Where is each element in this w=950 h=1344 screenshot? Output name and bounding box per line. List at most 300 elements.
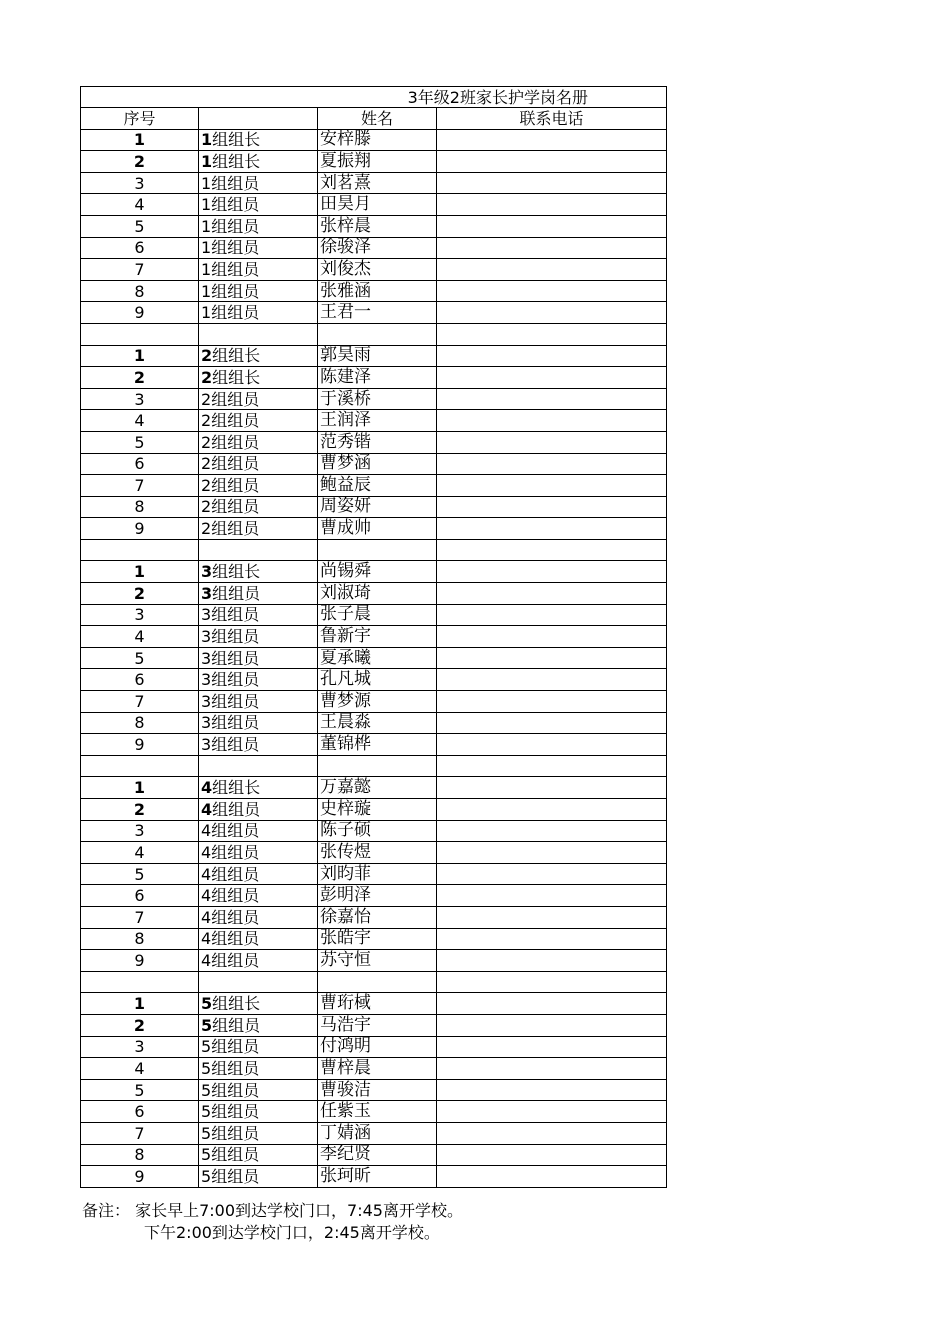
group-number: 5: [201, 1015, 213, 1035]
cell-phone: [437, 928, 667, 950]
role-text: 组组长: [212, 130, 261, 150]
cell-phone: [437, 172, 667, 194]
spacer-cell: [318, 971, 437, 993]
cell-phone: [437, 626, 667, 648]
cell-no: 3: [81, 172, 199, 194]
table-row: [81, 280, 667, 302]
cell-phone: [437, 820, 667, 842]
cell-no: 8: [81, 280, 199, 302]
group-number: 4: [201, 907, 212, 927]
cell-role: [199, 842, 318, 864]
cell-phone: [437, 604, 667, 626]
cell-role: [199, 172, 318, 194]
spacer-cell: [199, 971, 318, 993]
group-number: 3: [201, 583, 213, 603]
cell-phone: [437, 302, 667, 324]
cell-phone: [437, 799, 667, 821]
role-text: 组组员: [211, 864, 260, 884]
group-number: 4: [201, 886, 212, 906]
cell-phone: [437, 647, 667, 669]
cell-role: [199, 1122, 318, 1144]
cell-name: 张皓宇: [318, 928, 437, 950]
cell-name: 徐嘉怡: [318, 906, 437, 928]
table-row: [81, 496, 667, 518]
cell-phone: [437, 237, 667, 259]
cell-name: 刘茗熹: [318, 172, 437, 194]
role-text: 组组员: [211, 735, 260, 755]
cell-role: [199, 1058, 318, 1080]
cell-name: 付鸿明: [318, 1036, 437, 1058]
table-row: [81, 950, 667, 972]
cell-name: 任紫玉: [318, 1101, 437, 1123]
cell-no: 6: [81, 237, 199, 259]
table-row: [81, 518, 667, 540]
cell-role: [199, 431, 318, 453]
cell-phone: [437, 496, 667, 518]
group-number: 2: [201, 454, 212, 474]
group-number: 2: [201, 367, 213, 387]
cell-role: [199, 367, 318, 389]
role-text: 组组员: [211, 886, 260, 906]
role-text: 组组员: [211, 389, 260, 409]
cell-name: 王润泽: [318, 410, 437, 432]
cell-name: 王晨淼: [318, 712, 437, 734]
table-row: [81, 1036, 667, 1058]
cell-no: 4: [81, 410, 199, 432]
group-number: 3: [201, 691, 212, 711]
spacer-cell: [437, 539, 667, 561]
cell-phone: [437, 863, 667, 885]
group-number: 3: [201, 713, 212, 733]
table-row: [81, 799, 667, 821]
cell-no: 4: [81, 194, 199, 216]
table-row: [81, 1101, 667, 1123]
cell-no: 2: [81, 799, 199, 821]
role-text: 组组员: [211, 627, 260, 647]
cell-role: [199, 237, 318, 259]
role-text: 组组员: [211, 195, 260, 215]
cell-no: 5: [81, 647, 199, 669]
cell-phone: [437, 1144, 667, 1166]
group-number: 2: [201, 346, 213, 366]
group-number: 4: [201, 778, 213, 798]
cell-no: 7: [81, 475, 199, 497]
cell-phone: [437, 906, 667, 928]
cell-phone: [437, 215, 667, 237]
cell-role: [199, 129, 318, 151]
cell-role: [199, 583, 318, 605]
table-row: [81, 237, 667, 259]
table-row: [81, 1144, 667, 1166]
cell-role: [199, 453, 318, 475]
cell-phone: [437, 388, 667, 410]
group-number: 4: [201, 842, 212, 862]
cell-no: 4: [81, 1058, 199, 1080]
group-number: 2: [201, 389, 212, 409]
cell-no: 7: [81, 906, 199, 928]
role-text: 组组员: [211, 519, 260, 539]
notes-line-1: [82, 1200, 463, 1222]
header-name: 姓名: [318, 108, 437, 130]
table-row: [81, 410, 667, 432]
cell-phone: [437, 993, 667, 1015]
cell-role: [199, 194, 318, 216]
table-row: [81, 604, 667, 626]
cell-phone: [437, 950, 667, 972]
cell-phone: [437, 453, 667, 475]
spacer-cell: [437, 971, 667, 993]
role-text: 组组员: [211, 1145, 260, 1165]
cell-no: 3: [81, 1036, 199, 1058]
cell-phone: [437, 1079, 667, 1101]
role-text: 组组员: [211, 216, 260, 236]
table-row: [81, 1166, 667, 1188]
cell-phone: [437, 259, 667, 281]
cell-phone: [437, 777, 667, 799]
cell-name: 曹梦源: [318, 691, 437, 713]
cell-no: 5: [81, 1079, 199, 1101]
table-row: [81, 431, 667, 453]
table-row: [81, 345, 667, 367]
cell-phone: [437, 367, 667, 389]
cell-phone: [437, 583, 667, 605]
group-number: 5: [201, 1166, 212, 1186]
cell-no: 5: [81, 215, 199, 237]
table-row: [81, 712, 667, 734]
role-text: 组组员: [211, 691, 260, 711]
cell-no: 1: [81, 777, 199, 799]
role-text: 组组员: [211, 929, 260, 949]
role-text: 组组长: [212, 994, 261, 1014]
table-row: [81, 1122, 667, 1144]
table-row: [81, 906, 667, 928]
table-row: [81, 842, 667, 864]
page-title: 3年级2班家长护学岗名册: [81, 87, 667, 108]
cell-name: 鲁新宇: [318, 626, 437, 648]
group-number: 5: [201, 1080, 212, 1100]
cell-role: [199, 820, 318, 842]
spacer-row: [81, 323, 667, 345]
cell-role: [199, 993, 318, 1015]
role-text: 组组员: [211, 1166, 260, 1186]
cell-no: 9: [81, 302, 199, 324]
group-number: 1: [201, 195, 212, 215]
table-row: [81, 194, 667, 216]
cell-name: 刘淑琦: [318, 583, 437, 605]
cell-no: 6: [81, 885, 199, 907]
spacer-cell: [81, 971, 199, 993]
group-number: 3: [201, 562, 213, 582]
cell-name: 安梓滕: [318, 129, 437, 151]
cell-role: [199, 302, 318, 324]
group-number: 4: [201, 821, 212, 841]
cell-phone: [437, 712, 667, 734]
role-text: 组组员: [211, 432, 260, 452]
table-row: [81, 259, 667, 281]
cell-role: [199, 626, 318, 648]
cell-no: 8: [81, 496, 199, 518]
cell-phone: [437, 151, 667, 173]
cell-role: [199, 410, 318, 432]
role-text: 组组长: [212, 346, 261, 366]
cell-name: 田昊月: [318, 194, 437, 216]
cell-name: 陈建泽: [318, 367, 437, 389]
cell-role: [199, 151, 318, 173]
notes-line-2: 下午2:00到达学校门口，2:45离开学校。: [144, 1223, 440, 1242]
cell-role: [199, 1166, 318, 1188]
group-number: 1: [201, 130, 213, 150]
role-text: 组组员: [211, 475, 260, 495]
cell-phone: [437, 669, 667, 691]
role-text: 组组员: [211, 281, 260, 301]
table-row: [81, 993, 667, 1015]
table-row: [81, 863, 667, 885]
cell-phone: [437, 734, 667, 756]
cell-no: 6: [81, 1101, 199, 1123]
cell-name: 董锦桦: [318, 734, 437, 756]
cell-name: 马浩宇: [318, 1014, 437, 1036]
table-row: [81, 885, 667, 907]
group-number: 5: [201, 1058, 212, 1078]
role-text: 组组员: [211, 821, 260, 841]
cell-role: [199, 669, 318, 691]
cell-no: 5: [81, 431, 199, 453]
cell-no: 8: [81, 1144, 199, 1166]
role-text: 组组员: [211, 303, 260, 323]
cell-role: [199, 777, 318, 799]
cell-role: [199, 280, 318, 302]
cell-name: 彭明泽: [318, 885, 437, 907]
cell-no: 4: [81, 842, 199, 864]
group-number: 2: [201, 497, 212, 517]
cell-role: [199, 734, 318, 756]
role-text: 组组员: [211, 950, 260, 970]
spacer-cell: [318, 323, 437, 345]
group-number: 3: [201, 605, 212, 625]
cell-name: 曹成帅: [318, 518, 437, 540]
cell-no: 6: [81, 453, 199, 475]
group-number: 3: [201, 627, 212, 647]
table-row: [81, 647, 667, 669]
role-text: 组组员: [211, 454, 260, 474]
group-number: 1: [201, 238, 212, 258]
spacer-row: [81, 539, 667, 561]
role-text: 组组员: [211, 259, 260, 279]
cell-phone: [437, 129, 667, 151]
cell-role: [199, 388, 318, 410]
table-row: [81, 215, 667, 237]
group-number: 3: [201, 648, 212, 668]
roster-table: [80, 86, 667, 1188]
cell-no: 9: [81, 1166, 199, 1188]
cell-role: [199, 1144, 318, 1166]
cell-role: [199, 496, 318, 518]
group-number: 5: [201, 994, 213, 1014]
cell-name: 张传煜: [318, 842, 437, 864]
group-number: 3: [201, 735, 212, 755]
spacer-cell: [81, 755, 199, 777]
table-row: [81, 1014, 667, 1036]
notes-label: 备注：: [82, 1201, 131, 1220]
spacer-row: [81, 755, 667, 777]
group-number: 1: [201, 151, 213, 171]
cell-name: 周姿妍: [318, 496, 437, 518]
role-text: 组组员: [211, 411, 260, 431]
cell-name: 范秀锴: [318, 431, 437, 453]
group-number: 5: [201, 1102, 212, 1122]
cell-no: 8: [81, 712, 199, 734]
cell-name: 陈子硕: [318, 820, 437, 842]
cell-no: 7: [81, 691, 199, 713]
cell-role: [199, 799, 318, 821]
cell-role: [199, 518, 318, 540]
header-phone: 联系电话: [437, 108, 667, 130]
cell-no: 2: [81, 1014, 199, 1036]
table-row: [81, 367, 667, 389]
table-row: [81, 820, 667, 842]
cell-name: 刘昀菲: [318, 863, 437, 885]
table-row: [81, 302, 667, 324]
cell-name: 尚锡舜: [318, 561, 437, 583]
spacer-cell: [318, 539, 437, 561]
cell-phone: [437, 842, 667, 864]
spacer-cell: [199, 539, 318, 561]
cell-phone: [437, 475, 667, 497]
cell-role: [199, 647, 318, 669]
group-number: 1: [201, 173, 212, 193]
cell-phone: [437, 410, 667, 432]
role-text: 组组员: [211, 1102, 260, 1122]
role-text: 组组员: [211, 670, 260, 690]
cell-role: [199, 712, 318, 734]
group-number: 2: [201, 411, 212, 431]
group-number: 4: [201, 929, 212, 949]
group-number: 1: [201, 281, 212, 301]
spacer-cell: [81, 539, 199, 561]
cell-role: [199, 863, 318, 885]
group-number: 5: [201, 1037, 212, 1057]
cell-no: 2: [81, 151, 199, 173]
cell-role: [199, 604, 318, 626]
table-row: [81, 172, 667, 194]
role-text: 组组员: [211, 907, 260, 927]
cell-name: 徐骏泽: [318, 237, 437, 259]
role-text: 组组员: [212, 799, 261, 819]
cell-no: 4: [81, 626, 199, 648]
cell-name: 李纪贤: [318, 1144, 437, 1166]
spacer-cell: [199, 755, 318, 777]
group-number: 5: [201, 1145, 212, 1165]
cell-no: 9: [81, 518, 199, 540]
table-row: [81, 669, 667, 691]
role-text: 组组员: [211, 1123, 260, 1143]
header-row: [81, 108, 667, 130]
cell-name: 张梓晨: [318, 215, 437, 237]
cell-name: 曹梦涵: [318, 453, 437, 475]
cell-role: [199, 215, 318, 237]
spacer-row: [81, 971, 667, 993]
cell-no: 7: [81, 259, 199, 281]
cell-phone: [437, 1166, 667, 1188]
cell-name: 张子晨: [318, 604, 437, 626]
spacer-cell: [318, 755, 437, 777]
cell-name: 万嘉懿: [318, 777, 437, 799]
group-number: 1: [201, 259, 212, 279]
cell-name: 夏振翔: [318, 151, 437, 173]
cell-phone: [437, 431, 667, 453]
cell-role: [199, 475, 318, 497]
header-role: [199, 108, 318, 130]
group-number: 4: [201, 864, 212, 884]
spacer-cell: [81, 323, 199, 345]
group-number: 2: [201, 519, 212, 539]
cell-name: 王君一: [318, 302, 437, 324]
table-row: [81, 475, 667, 497]
cell-no: 1: [81, 129, 199, 151]
cell-role: [199, 928, 318, 950]
cell-name: 张雅涵: [318, 280, 437, 302]
group-number: 4: [201, 799, 213, 819]
cell-name: 刘俊杰: [318, 259, 437, 281]
cell-no: 8: [81, 928, 199, 950]
cell-no: 9: [81, 950, 199, 972]
cell-name: 史梓璇: [318, 799, 437, 821]
role-text: 组组员: [211, 238, 260, 258]
cell-name: 孔凡城: [318, 669, 437, 691]
role-text: 组组员: [211, 648, 260, 668]
group-number: 2: [201, 432, 212, 452]
header-no: 序号: [81, 108, 199, 130]
role-text: 组组长: [212, 778, 261, 798]
role-text: 组组员: [211, 605, 260, 625]
spacer-cell: [437, 755, 667, 777]
role-text: 组组员: [212, 1015, 261, 1035]
cell-phone: [437, 1036, 667, 1058]
role-text: 组组员: [211, 497, 260, 517]
role-text: 组组员: [211, 1080, 260, 1100]
role-text: 组组员: [212, 583, 261, 603]
cell-name: 曹珩棫: [318, 993, 437, 1015]
cell-phone: [437, 1122, 667, 1144]
table-row: [81, 151, 667, 173]
cell-phone: [437, 885, 667, 907]
cell-no: 9: [81, 734, 199, 756]
cell-phone: [437, 280, 667, 302]
cell-no: 7: [81, 1122, 199, 1144]
table-row: [81, 388, 667, 410]
cell-phone: [437, 561, 667, 583]
cell-name: 张珂昕: [318, 1166, 437, 1188]
cell-role: [199, 691, 318, 713]
cell-role: [199, 906, 318, 928]
table-row: [81, 453, 667, 475]
cell-phone: [437, 691, 667, 713]
title-row: [81, 87, 667, 108]
role-text: 组组员: [211, 1037, 260, 1057]
cell-no: 3: [81, 388, 199, 410]
cell-role: [199, 1036, 318, 1058]
role-text: 组组员: [211, 842, 260, 862]
cell-name: 苏守恒: [318, 950, 437, 972]
spacer-cell: [437, 323, 667, 345]
cell-role: [199, 259, 318, 281]
cell-phone: [437, 518, 667, 540]
cell-role: [199, 950, 318, 972]
table-row: [81, 928, 667, 950]
cell-no: 1: [81, 345, 199, 367]
table-row: [81, 777, 667, 799]
cell-name: 曹骏洁: [318, 1079, 437, 1101]
